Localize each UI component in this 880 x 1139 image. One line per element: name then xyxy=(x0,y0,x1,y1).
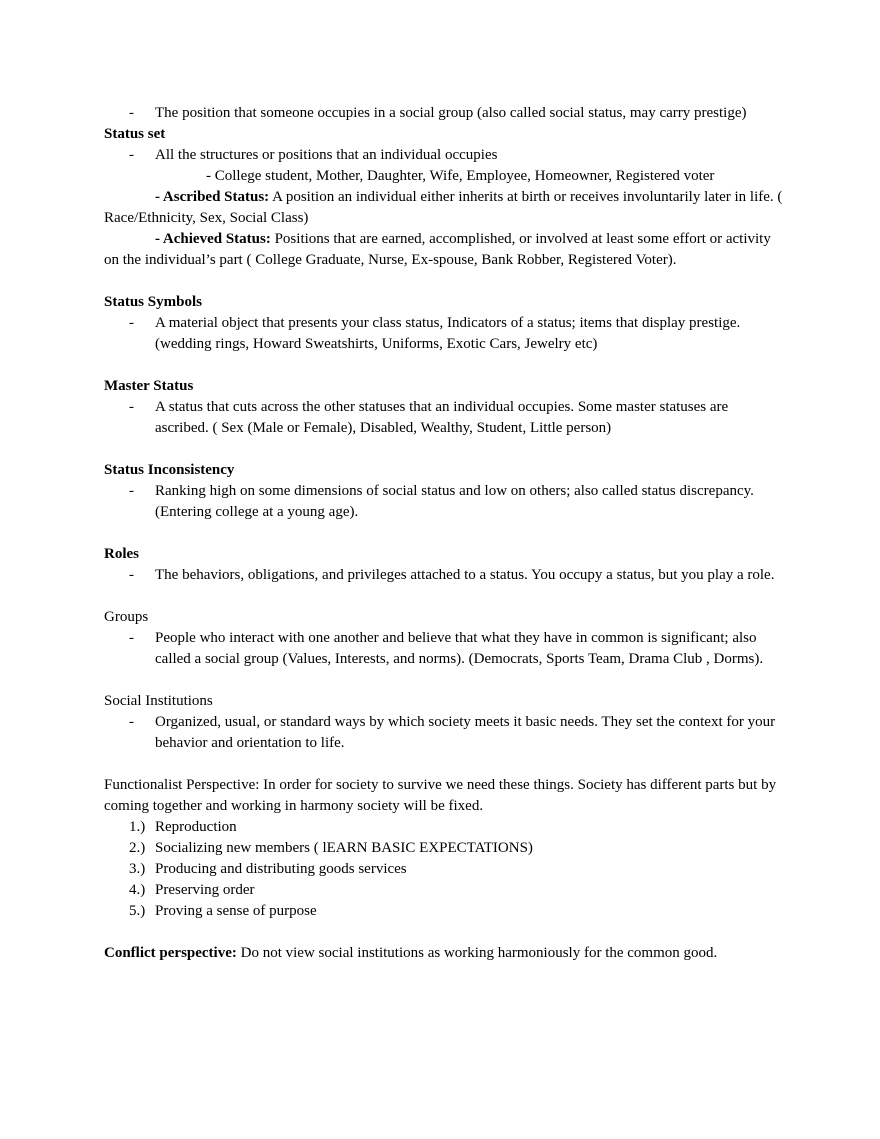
intro-bullet xyxy=(104,103,784,124)
bullet-dash: - xyxy=(129,714,134,730)
ascribed-status-label: - Ascribed Status: xyxy=(155,189,270,205)
achieved-status-paragraph xyxy=(104,229,784,271)
status-inconsistency-bullet xyxy=(104,481,784,523)
social-institutions-bullet xyxy=(104,712,784,754)
status-symbols-bullet xyxy=(104,313,784,355)
groups-bullet-text: People who interact with one another and believe that what they have in common is significant; also called a social group (Values, Interests, and norms). (Democrats, Sports Team, Drama Club , Dorms). xyxy=(155,630,764,667)
item-text: Producing and distributing goods services xyxy=(155,861,407,877)
ascribed-status-text: A position an individual either inherits at birth or receives involuntarily later in life. ( Race/Ethnicity, Sex, Social Class) xyxy=(104,189,783,226)
item-text: Preserving order xyxy=(155,882,255,898)
ascribed-status-paragraph xyxy=(104,187,784,229)
bullet-dash: - xyxy=(129,630,134,646)
functionalist-item xyxy=(104,859,784,880)
item-number: 4.) xyxy=(129,882,146,898)
groups-bullet xyxy=(104,628,784,670)
bullet-dash: - xyxy=(129,399,134,415)
social-institutions-bullet-text: Organized, usual, or standard ways by which society meets it basic needs. They set the context for your behavior and orientation to life. xyxy=(155,714,776,751)
status-set-examples: - College student, Mother, Daughter, Wife, Employee, Homeowner, Registered voter xyxy=(206,168,715,184)
item-text: Socializing new members ( lEARN BASIC EXPECTATIONS) xyxy=(155,840,533,856)
conflict-paragraph xyxy=(104,943,784,964)
status-symbols-heading: Status Symbols xyxy=(104,294,202,310)
master-status-heading: Master Status xyxy=(104,378,194,394)
master-status-bullet xyxy=(104,397,784,439)
roles-heading: Roles xyxy=(104,546,139,562)
functionalist-item xyxy=(104,880,784,901)
bullet-dash: - xyxy=(129,315,134,331)
status-set-bullet-text: All the structures or positions that an individual occupies xyxy=(155,147,498,163)
item-number: 5.) xyxy=(129,903,146,919)
status-inconsistency-heading: Status Inconsistency xyxy=(104,462,235,478)
bullet-dash: - xyxy=(129,105,134,121)
roles-bullet xyxy=(104,565,784,586)
master-status-bullet-text: A status that cuts across the other statuses that an individual occupies. Some master statuses are ascribed. ( Sex (Male or Female), Disabled, Wealthy, Student, Little person) xyxy=(155,399,729,436)
document-page xyxy=(104,103,784,964)
bullet-dash: - xyxy=(129,147,134,163)
intro-bullet-text: The position that someone occupies in a social group (also called social status, may carry prestige) xyxy=(155,105,747,121)
status-set-heading: Status set xyxy=(104,126,166,142)
social-institutions-heading: Social Institutions xyxy=(104,693,213,709)
roles-bullet-text: The behaviors, obligations, and privileges attached to a status. You occupy a status, but you play a role. xyxy=(155,567,775,583)
status-set-bullet xyxy=(104,145,784,166)
item-number: 2.) xyxy=(129,840,146,856)
achieved-status-label: - Achieved Status: xyxy=(155,231,271,247)
groups-heading: Groups xyxy=(104,609,149,625)
item-number: 3.) xyxy=(129,861,146,877)
bullet-dash: - xyxy=(129,567,134,583)
conflict-text: Do not view social institutions as working harmoniously for the common good. xyxy=(236,945,718,961)
item-text: Proving a sense of purpose xyxy=(155,903,317,919)
functionalist-item xyxy=(104,817,784,838)
status-inconsistency-bullet-text: Ranking high on some dimensions of social status and low on others; also called status discrepancy. (Entering college at a young age). xyxy=(155,483,754,520)
status-symbols-bullet-text: A material object that presents your class status, Indicators of a status; items that display prestige. (wedding rings, Howard Sweatshirts, Uniforms, Exotic Cars, Jewelry etc) xyxy=(155,315,741,352)
item-number: 1.) xyxy=(129,819,146,835)
conflict-label: Conflict perspective: xyxy=(104,945,237,961)
achieved-status-text: Positions that are earned, accomplished, or involved at least some effort or activity on the individual’s part ( College Graduate, Nurse, Ex-spouse, Bank Robber, Registered Voter). xyxy=(104,231,771,268)
bullet-dash: - xyxy=(129,483,134,499)
functionalist-item xyxy=(104,901,784,922)
functionalist-item xyxy=(104,838,784,859)
functionalist-paragraph: Functionalist Perspective: In order for society to survive we need these things. Society has different parts but by coming together and working in harmony society will be fixed. xyxy=(104,777,777,814)
item-text: Reproduction xyxy=(155,819,237,835)
